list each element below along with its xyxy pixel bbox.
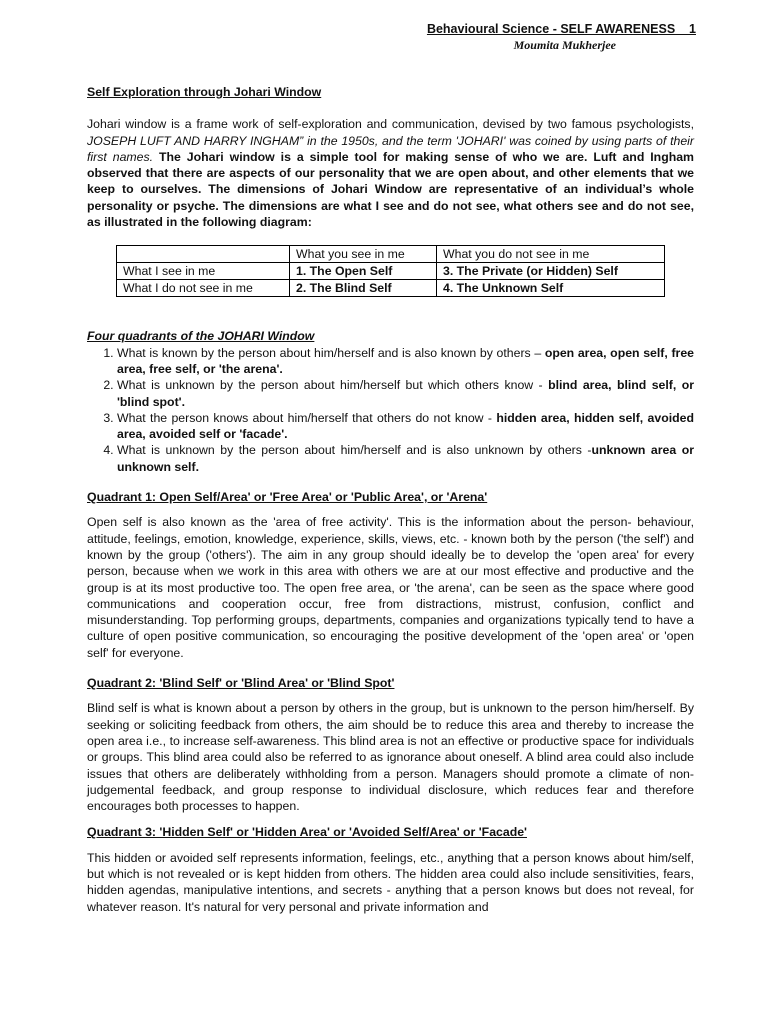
list-item-text: What is known by the person about him/herself and is also known by others – [117, 345, 545, 360]
quadrants-title: Four quadrants of the JOHARI Window [87, 329, 315, 344]
list-item-text: What is unknown by the person about him/herself and is also unknown by others - [117, 443, 592, 458]
intro-text-3: The Johari window is a simple tool for making sense of who we are. Luft and Ingham observed that there are aspects of our personality that we are open about, and other elements that we keep to ourselves. The dimensions of Johari Window are representative of an individual’s whole personality or psyche. The dimensions are what I see and do not see, what others see and do not see, as illustrated in the following diagram: [87, 149, 694, 230]
list-item-bold: blind area, blind self, or 'blind spot'. [117, 378, 694, 409]
table-cell: 3. The Private (or Hidden) Self [437, 263, 665, 280]
table-header-cell: What you do not see in me [437, 246, 665, 263]
list-item-bold: unknown area or unknown self. [117, 443, 694, 474]
table-row-label: What I do not see in me [117, 280, 290, 297]
table-header-cell [117, 246, 290, 263]
table-cell: 2. The Blind Self [290, 280, 437, 297]
header-author: Moumita Mukherjee [513, 38, 616, 52]
header-title: Behavioural Science - SELF AWARENESS 1 [426, 22, 696, 36]
quadrant-3-body: This hidden or avoided self represents information, feelings, etc., anything that a person knows about him/self, but which is not revealed or is kept hidden from others. The hidden area could also include sensitivities, fears, hidden agendas, manipulative intentions, and secrets - anything that a person knows but does not reveal, for whatever reason. It's natural for very personal and private information and [87, 850, 694, 914]
list-item [117, 442, 694, 475]
list-item-bold: open area, open self, free area, free self, or 'the arena'. [117, 345, 694, 376]
johari-table [116, 245, 665, 297]
intro-text-1: Johari window is a frame work of self-exploration and communication, devised by two famous psychologists, [87, 117, 694, 132]
intro-names: JOSEPH LUFT AND HARRY INGHAM” in the 1950s, [87, 133, 383, 148]
list-item-text: What the person knows about him/herself that others do not know - [117, 410, 497, 425]
page-header [427, 22, 696, 53]
table-header-row [117, 246, 665, 263]
table-header-cell: What you see in me [290, 246, 437, 263]
quadrant-3-heading: Quadrant 3: 'Hidden Self' or 'Hidden Area' or 'Avoided Self/Area' or 'Facade' [87, 825, 527, 840]
quadrants-list [87, 345, 694, 475]
intro-paragraph [87, 116, 694, 230]
table-row [117, 263, 665, 280]
section-heading: Self Exploration through Johari Window [87, 85, 322, 99]
table-row [117, 280, 665, 297]
table-row-label: What I see in me [117, 263, 290, 280]
list-item-bold: hidden area, hidden self, avoided area, avoided self or 'facade'. [117, 410, 695, 442]
quadrant-2-heading: Quadrant 2: 'Blind Self' or 'Blind Area' or 'Blind Spot' [87, 676, 395, 691]
intro-text-2: and the term 'JOHARI' was coined by using parts of their first names. [87, 133, 694, 164]
quadrant-1-body: Open self is also known as the 'area of free activity'. This is the information about the person- behaviour, attitude, feelings, emotion, knowledge, experience, skills, views, etc. - known both by the person ('the self') and known by the group ('others'). The aim in any group should ideally be to develop the 'open area' for every person, because when we work in this area with others we are at our most effective and productive and the group is at its most productive too. The open free area, or 'the arena', can be seen as the space where good communications and cooperation occur, free from distractions, mistrust, confusion, conflict and misunderstanding. Top performing groups, departments, companies and organizations typically tend to have a culture of open positive communication, so encouraging the positive development of the 'open area' or 'open self' for everyone. [87, 515, 694, 660]
document-body [87, 84, 694, 915]
list-item [117, 410, 694, 443]
list-item [117, 377, 694, 410]
table-cell: 4. The Unknown Self [437, 280, 665, 297]
list-item-text: What is unknown by the person about him/herself but which others know - [117, 378, 549, 393]
list-item [117, 345, 694, 378]
quadrant-2-body: Blind self is what is known about a person by others in the group, but is unknown to the person him/herself. By seeking or soliciting feedback from others, the aim should be to reduce this area and thereby to increase the open area i.e., to increase self-awareness. This blind area is not an effective or productive space for individuals or groups. This blind area could also be referred to as ignorance about oneself. A blind area could also include issues that others are deliberately withholding from a person. Managers should promote a climate of non-judgemental feedback, and group response to individual disclosure, which reduces fear and therefore encourages both processes to happen. [87, 701, 694, 814]
table-cell: 1. The Open Self [290, 263, 437, 280]
quadrant-1-heading: Quadrant 1: Open Self/Area' or 'Free Area' or 'Public Area', or 'Arena' [87, 490, 488, 505]
